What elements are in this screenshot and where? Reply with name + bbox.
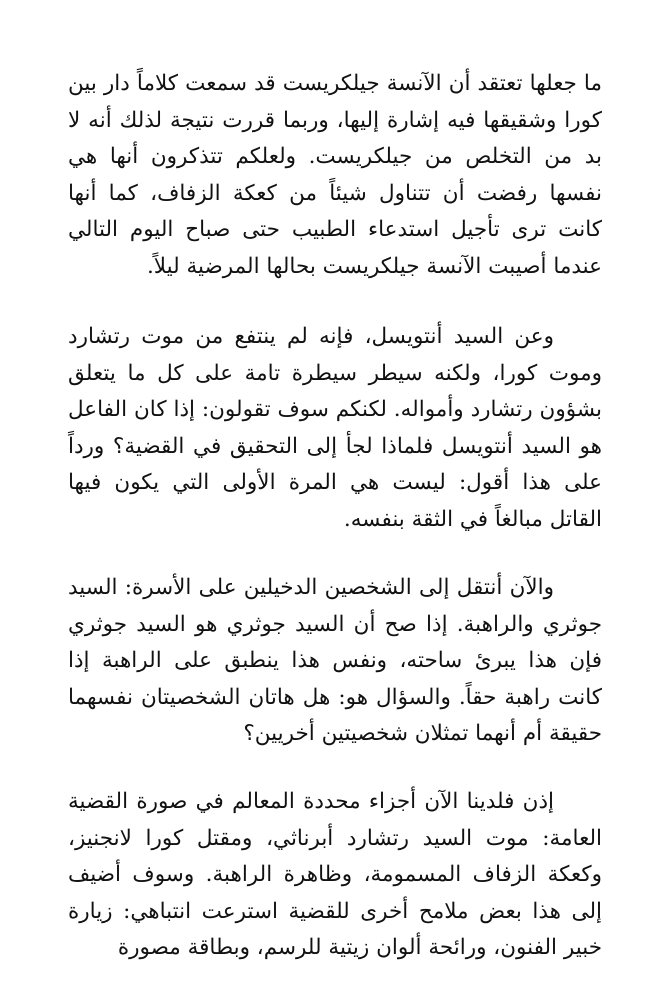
paragraph-2-text: وعن السيد أنتويسل، فإنه لم ينتفع من موت رتشارد وموت كورا، ولكنه سيطر سيطرة تامة على كل ما يتعلق بشؤون رتشارد وأمواله. لكنكم سوف تقولون: إذا كان الفاعل هو السيد أنتويسل فلماذا لجأ إلى التحقيق في القضية؟ ورداً على هذا أقول: ليست هي المرة الأولى التي يكون فيها القاتل مبالغاً في الثقة بنفسه. — [68, 324, 602, 532]
paragraph-2 — [68, 319, 602, 538]
paragraph-4 — [68, 784, 602, 967]
paragraph-1: ما جعلها تعتقد أن الآنسة جيلكريست قد سمعت كلاماً دار بين كورا وشقيقها فيه إشارة إليها، وربما قررت نتيجة لذلك أنه لا بد من التخلص من جيلكريست. ولعلكم تتذكرون أنها هي نفسها رفضت أن تتناول شيئاً من كعكة الزفاف، كما أنها كانت ترى تأجيل استدعاء الطبيب حتى صباح اليوم التالي عندما أصيبت الآنسة جيلكريست بحالها المرضية ليلاً. — [68, 71, 602, 279]
paragraph-4-text: إذن فلدينا الآن أجزاء محددة المعالم في صورة القضية العامة: موت السيد رتشارد أبرناثي، ومقتل كورا لانجنيز، وكعكة الزفاف المسمومة، وظاهرة الراهبة. وسوف أضيف إلى هذا بعض ملامح أخرى للقضية استرعت انتباهي: زيارة خبير الفنون، ورائحة ألوان زيتية للرسم، وبطاقة مصورة — [68, 789, 602, 960]
paragraph-3 — [68, 570, 602, 753]
paragraph-3-text: والآن أنتقل إلى الشخصين الدخيلين على الأسرة: السيد جوثري والراهبة. إذا صح أن السيد جوثري هو السيد جوثري فإن هذا يبرئ ساحته، ونفس هذا ينطبق على الراهبة إذا كانت راهبة حقاً. والسؤال هو: هل هاتان الشخصيتان نفسهما حقيقة أم أنهما تمثلان شخصيتين أخريين؟ — [68, 575, 602, 746]
